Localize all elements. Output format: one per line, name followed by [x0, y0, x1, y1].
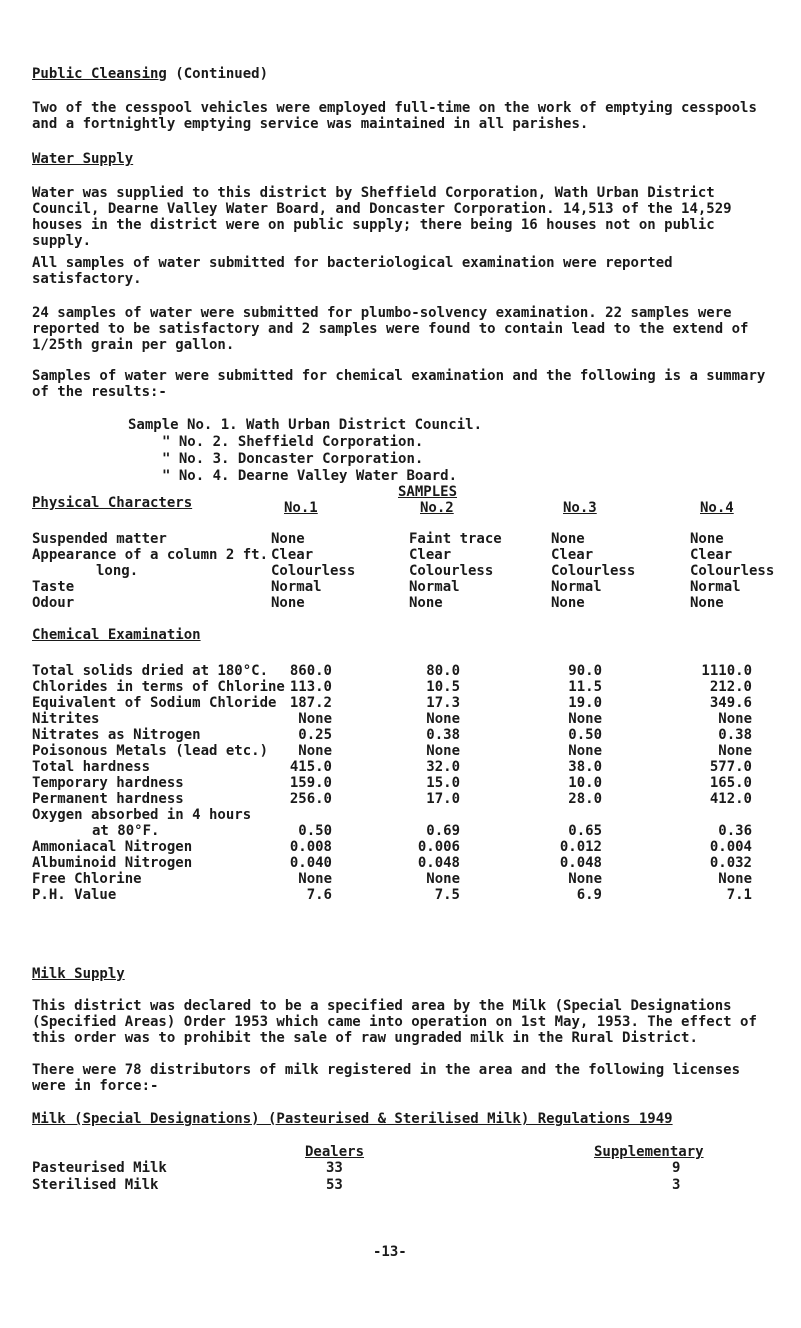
page-number: -13- — [373, 1244, 407, 1260]
cell-no3: 0.012 — [559, 839, 602, 855]
cell-no2: 0.006 — [417, 839, 460, 855]
cell-no1: 0.008 — [289, 839, 332, 855]
cell-no3: 90.0 — [568, 663, 602, 679]
cell-no1: 7.6 — [306, 887, 332, 903]
cell-no1: 860.0 — [289, 663, 332, 679]
cell-no2: 0.38 — [426, 727, 460, 743]
heading-milk-supply: Milk Supply — [32, 966, 125, 982]
cell-no3: 0.65 — [568, 823, 602, 839]
cell-no4: 1110.0 — [701, 663, 752, 679]
cell-no4: Colourless — [690, 563, 775, 579]
cell-no2: None — [426, 871, 460, 887]
cell-no4: 7.1 — [726, 887, 752, 903]
row-label: Total hardness — [32, 759, 151, 775]
heading-continued: (Continued) — [175, 66, 269, 82]
cell-no4: None — [690, 595, 724, 611]
cell-no1: Colourless — [271, 563, 356, 579]
cell-no3: 0.048 — [559, 855, 602, 871]
sample-list-item: " No. 4. Dearne Valley Water Board. — [162, 468, 458, 484]
cell-no1: None — [298, 743, 332, 759]
cell-no3: None — [551, 595, 585, 611]
cell-no3: None — [568, 871, 602, 887]
row-label: Nitrites — [32, 711, 100, 727]
section-heading-public-cleansing — [32, 66, 268, 82]
paragraph-plumbo-solvency: 24 samples of water were submitted for plumbo-solvency examination. 22 samples were reported to be satisfactory and 2 samples were found to contain lead to the extend of 1/25th grain per gallon. — [32, 305, 749, 353]
row-label: Total solids dried at 180°C. — [32, 663, 269, 679]
cell-no4: Clear — [690, 547, 733, 563]
cell-no3: 19.0 — [568, 695, 602, 711]
cell-no2: None — [426, 743, 460, 759]
column-header-no2: No.2 — [420, 500, 454, 516]
cell-no4: None — [718, 711, 752, 727]
cell-no4: 0.032 — [709, 855, 752, 871]
cell-no2: Clear — [409, 547, 452, 563]
row-label: Nitrates as Nitrogen — [32, 727, 201, 743]
cell-no4: None — [718, 871, 752, 887]
cell-no2: 0.69 — [426, 823, 460, 839]
cell-no1: 0.25 — [298, 727, 332, 743]
row-label: at 80°F. — [92, 823, 160, 839]
milk-dealers-value: 53 — [326, 1177, 343, 1193]
row-label: Poisonous Metals (lead etc.) — [32, 743, 269, 759]
paragraph-bacteriological: All samples of water submitted for bacteriological examination were reported satisfactory. — [32, 255, 673, 287]
cell-no2: 17.0 — [426, 791, 460, 807]
sample-list-item: Sample No. 1. Wath Urban District Council. — [128, 417, 483, 433]
cell-no1: 256.0 — [289, 791, 332, 807]
cell-no1: 0.50 — [298, 823, 332, 839]
cell-no1: Normal — [271, 579, 322, 595]
cell-no4: Normal — [690, 579, 741, 595]
paragraph-water-sources: Water was supplied to this district by Sheffield Corporation, Wath Urban District Council, Dearne Valley Water Board, and Doncaster Corporation. 14,513 of the 14,529 houses in the district were on public supply; there being 16 houses not on public supply. — [32, 185, 732, 249]
milk-col-dealers: Dealers — [305, 1144, 365, 1160]
cell-no1: Clear — [271, 547, 314, 563]
cell-no1: 415.0 — [289, 759, 332, 775]
heading-water-supply: Water Supply — [32, 151, 134, 167]
row-label: Permanent hardness — [32, 791, 184, 807]
row-label: P.H. Value — [32, 887, 117, 903]
chemical-examination-heading: Chemical Examination — [32, 627, 201, 643]
row-label: Odour — [32, 595, 75, 611]
paragraph-milk-designation: This district was declared to be a specified area by the Milk (Special Designations (Specified Areas) Order 1953 which came into operation on 1st May, 1953. The effect of this order was to prohibit the sale of raw ungraded milk in the Rural District. — [32, 998, 757, 1046]
cell-no3: 11.5 — [568, 679, 602, 695]
milk-supplementary-value: 9 — [672, 1160, 681, 1176]
cell-no2: None — [409, 595, 443, 611]
row-label: Free Chlorine — [32, 871, 142, 887]
cell-no3: None — [568, 711, 602, 727]
row-label: Chlorides in terms of Chlorine — [32, 679, 285, 695]
cell-no2: 80.0 — [426, 663, 460, 679]
cell-no1: 187.2 — [289, 695, 332, 711]
cell-no3: Colourless — [551, 563, 636, 579]
cell-no4: 165.0 — [709, 775, 752, 791]
cell-no3: Normal — [551, 579, 602, 595]
row-label: Ammoniacal Nitrogen — [32, 839, 193, 855]
milk-row-label: Sterilised Milk — [32, 1177, 159, 1193]
cell-no2: 7.5 — [434, 887, 460, 903]
cell-no4: 0.36 — [718, 823, 752, 839]
cell-no3: None — [551, 531, 585, 547]
row-label: Suspended matter — [32, 531, 167, 547]
cell-no3: 6.9 — [576, 887, 602, 903]
cell-no2: 15.0 — [426, 775, 460, 791]
row-label: Taste — [32, 579, 75, 595]
physical-characters-heading: Physical Characters — [32, 495, 193, 511]
milk-regulations-heading: Milk (Special Designations) (Pasteurised & Sterilised Milk) Regulations 1949 — [32, 1111, 673, 1127]
cell-no2: 10.5 — [426, 679, 460, 695]
cell-no3: 28.0 — [568, 791, 602, 807]
cell-no2: 17.3 — [426, 695, 460, 711]
cell-no2: None — [426, 711, 460, 727]
cell-no4: None — [718, 743, 752, 759]
milk-supplementary-value: 3 — [672, 1177, 681, 1193]
cell-no2: 0.048 — [417, 855, 460, 871]
row-label: Temporary hardness — [32, 775, 184, 791]
cell-no4: None — [690, 531, 724, 547]
row-label: Albuminoid Nitrogen — [32, 855, 193, 871]
cell-no1: None — [298, 871, 332, 887]
row-label: long. — [96, 563, 139, 579]
cell-no1: 159.0 — [289, 775, 332, 791]
heading-public-cleansing: Public Cleansing — [32, 66, 167, 82]
column-header-no3: No.3 — [563, 500, 597, 516]
cell-no3: 38.0 — [568, 759, 602, 775]
cell-no4: 349.6 — [709, 695, 752, 711]
row-label: Appearance of a column 2 ft. — [32, 547, 269, 563]
cell-no3: None — [568, 743, 602, 759]
samples-heading: SAMPLES — [398, 484, 458, 500]
milk-row-label: Pasteurised Milk — [32, 1160, 167, 1176]
milk-col-supplementary: Supplementary — [594, 1144, 704, 1160]
cell-no2: 32.0 — [426, 759, 460, 775]
column-header-no4: No.4 — [700, 500, 734, 516]
cell-no4: 412.0 — [709, 791, 752, 807]
cell-no3: 0.50 — [568, 727, 602, 743]
row-label: Equivalent of Sodium Chloride — [32, 695, 277, 711]
paragraph-cesspool: Two of the cesspool vehicles were employed full-time on the work of emptying cesspools and a fortnightly emptying service was maintained in all parishes. — [32, 100, 757, 132]
column-header-no1: No.1 — [284, 500, 318, 516]
cell-no1: None — [298, 711, 332, 727]
cell-no1: None — [271, 595, 305, 611]
paragraph-milk-distributors: There were 78 distributors of milk registered in the area and the following licenses were in force:- — [32, 1062, 741, 1094]
cell-no1: None — [271, 531, 305, 547]
cell-no2: Faint trace — [409, 531, 502, 547]
row-label: Oxygen absorbed in 4 hours — [32, 807, 252, 823]
cell-no2: Normal — [409, 579, 460, 595]
cell-no3: 10.0 — [568, 775, 602, 791]
cell-no4: 212.0 — [709, 679, 752, 695]
paragraph-chemical-intro: Samples of water were submitted for chemical examination and the following is a summary of the results:- — [32, 368, 766, 400]
cell-no3: Clear — [551, 547, 594, 563]
sample-list-item: " No. 2. Sheffield Corporation. — [162, 434, 424, 450]
cell-no1: 113.0 — [289, 679, 332, 695]
cell-no4: 0.004 — [709, 839, 752, 855]
milk-dealers-value: 33 — [326, 1160, 343, 1176]
cell-no4: 0.38 — [718, 727, 752, 743]
cell-no4: 577.0 — [709, 759, 752, 775]
cell-no1: 0.040 — [289, 855, 332, 871]
sample-list-item: " No. 3. Doncaster Corporation. — [162, 451, 424, 467]
cell-no2: Colourless — [409, 563, 494, 579]
